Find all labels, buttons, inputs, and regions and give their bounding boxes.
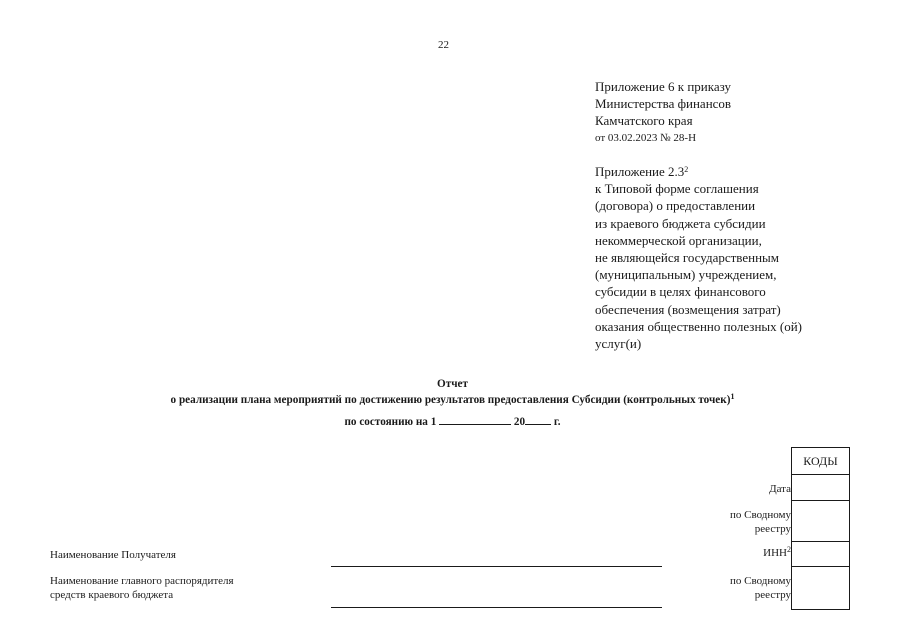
report-title: Отчет [437, 378, 468, 390]
page-number: 22 [438, 39, 449, 51]
appendix-order-block [595, 78, 731, 147]
code-label-inn-text: ИНН [763, 547, 787, 559]
code-label-date: Дата [769, 483, 791, 495]
code-label-registry-line: по Сводному [729, 575, 791, 587]
manager-label-line: Наименование главного распорядителя [50, 575, 234, 587]
report-subtitle-text: о реализации плана мероприятий по достижению результатов предоставления Субсидии (контрольных точек) [170, 394, 731, 406]
code-label-registry-line: реестру [754, 589, 791, 601]
inn-footnote-mark: 2 [787, 545, 791, 554]
code-cell-inn[interactable] [792, 542, 849, 567]
code-label-registry-manager [730, 574, 791, 602]
recipient-label: Наименование Получателя [50, 549, 176, 561]
report-date-year: 20 [513, 416, 526, 428]
manager-label-line: средств краевого бюджета [50, 589, 174, 601]
report-date-line [0, 414, 905, 428]
report-subtitle [0, 394, 905, 406]
appendix-form-line: (муниципальным) учреждением, [595, 267, 777, 283]
code-label-inn [763, 546, 791, 560]
appendix-form-line: к Типовой форме соглашения [595, 181, 759, 197]
recipient-name-field[interactable] [331, 566, 662, 567]
code-cell-registry-manager[interactable] [792, 567, 849, 609]
codes-header: КОДЫ [792, 448, 849, 475]
appendix-form-line: обеспечения (возмещения затрат) [595, 301, 781, 317]
appendix-form-line: услуг(и) [595, 336, 642, 352]
appendix-order-line: Приложение 6 к приказу [595, 79, 732, 94]
appendix-form-line: (договора) о предоставлении [595, 198, 756, 214]
appendix-form-block [595, 163, 802, 352]
code-label-registry-line: по Сводному [729, 509, 791, 521]
code-cell-date[interactable] [792, 475, 849, 501]
appendix-form-line: не являющейся государственным [595, 250, 779, 266]
codes-table [791, 447, 850, 610]
appendix-form-line: некоммерческой организации, [595, 232, 762, 248]
code-label-registry-line: реестру [754, 523, 791, 535]
appendix-order-line: от 03.02.2023 № 28-Н [595, 131, 697, 144]
report-footnote-mark: 1 [730, 392, 735, 401]
appendix-footnote-mark: 2 [684, 165, 689, 174]
report-date-prefix: по состоянию на 1 [344, 416, 437, 428]
manager-name-field[interactable] [331, 607, 662, 608]
appendix-form-line: оказания общественно полезных (ой) [595, 318, 802, 334]
report-date-blank[interactable] [439, 414, 511, 425]
code-label-registry [730, 508, 791, 536]
appendix-order-line: Камчатского края [595, 113, 693, 129]
appendix-order-line: Министерства финансов [595, 96, 732, 112]
appendix-form-line: субсидии в целях финансового [595, 284, 766, 300]
report-date-suffix: г. [553, 416, 561, 428]
manager-label [50, 574, 234, 602]
appendix-form-line: из краевого бюджета субсидии [595, 215, 766, 231]
code-cell-registry[interactable] [792, 501, 849, 542]
report-year-blank[interactable] [525, 414, 551, 425]
appendix-form-heading [595, 163, 802, 180]
appendix-form-heading-text: Приложение 2.3 [595, 164, 685, 179]
